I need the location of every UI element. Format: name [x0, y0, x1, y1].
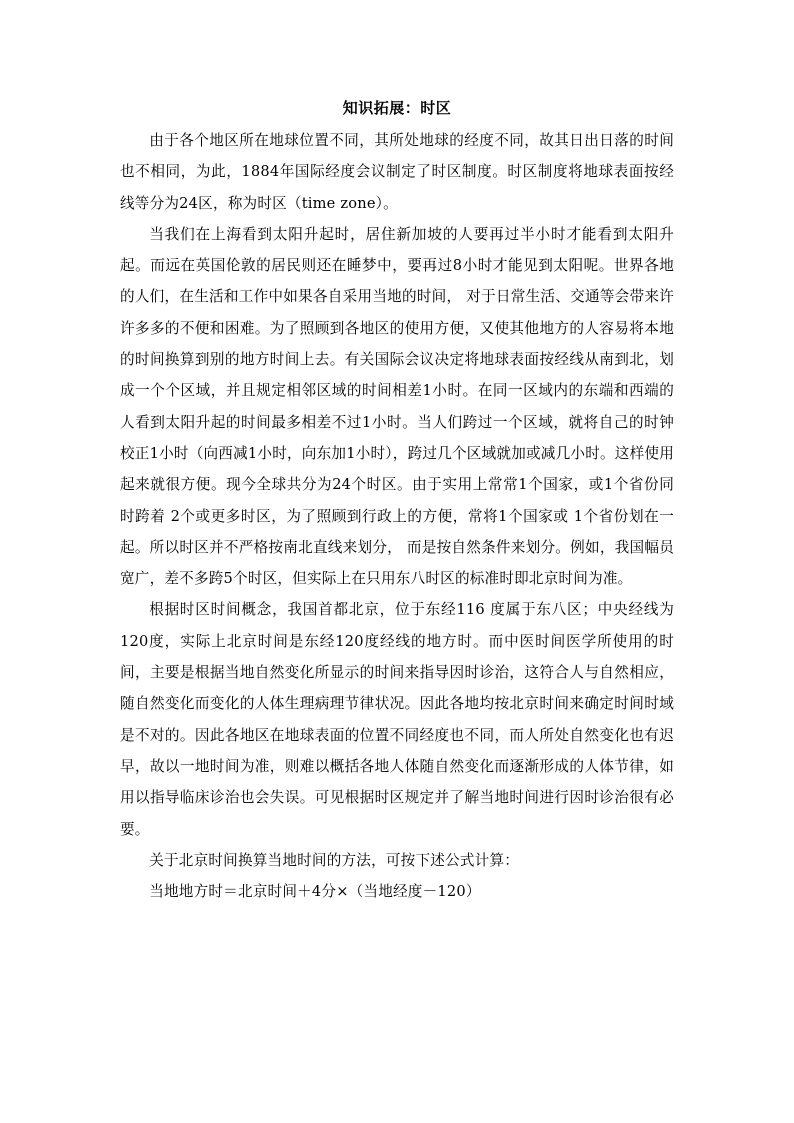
- paragraph-conversion-intro: 关于北京时间换算当地时间的方法，可按下述公式计算：: [149, 851, 520, 869]
- document-title: 知识拓展：时区: [342, 99, 452, 117]
- paragraph-beijing-time: 根据时区时间概念，我国首都北京，位于东经116 度属于东八区；中央经线为120度，实际上北京时间是东经120度经线的地方时。而中医时间医学所使用的时间，主要是根据当地自然变化所显示的时间来指导因时诊治，这符合人与自然相应，随自然变化而变化的人体生理病理节律状况。因此各地均按北京时间来确定时间时域是不对的。因此各地区在地球表面的位置不同经度也不同，而人所处自然变化也有迟早，故以一地时间为准，则难以概括各地人体随自然变化而逐渐形成的人体节律，如用以指导临床诊治也会失误。可见根据时区规定并了解当地时间进行因时诊治很有必要。: [120, 601, 674, 838]
- document-page: [120, 97, 674, 907]
- paragraph-intro: 由于各个地区所在地球位置不同，其所处地球的经度不同，故其日出日落的时间也不相同，为此，1884年国际经度会议制定了时区制度。时区制度将地球表面按经线等分为24区，称为时区（time zone）。: [120, 132, 674, 212]
- paragraph-formula: 当地地方时＝北京时间＋4分×（当地经度－120）: [149, 883, 481, 901]
- paragraph-time-zone-explanation: 当我们在上海看到太阳升起时，居住新加坡的人要再过半小时才能看到太阳升起。而远在英国伦敦的居民则还在睡梦中，要再过8小时才能见到太阳呢。世界各地的人们，在生活和工作中如果各自采用当地的时间， 对于日常生活、交通等会带来许许多多的不便和困难。为了照顾到各地区的使用方便，又使其他地方的人容易将本地的时间换算到别的地方时间上去。有关国际会议决定将地球表面按经线从南到北，划成一个个区域，并且规定相邻区域的时间相差1小时。在同一区域内的东端和西端的人看到太阳升起的时间最多相差不过1小时。当人们跨过一个区域，就将自己的时钟校正1小时（向西减1小时，向东加1小时），跨过几个区域就加或减几小时。这样使用起来就很方便。现今全球共分为24个时区。由于实用上常常1个国家，或1个省份同时跨着 2个或更多时区，为了照顾到行政上的方便，常将1个国家或 1个省份划在一起。所以时区并不严格按南北直线来划分， 而是按自然条件来划分。例如，我国幅员宽广，差不多跨5个时区，但实际上在只用东八时区的标准时即北京时间为准。: [120, 225, 674, 588]
